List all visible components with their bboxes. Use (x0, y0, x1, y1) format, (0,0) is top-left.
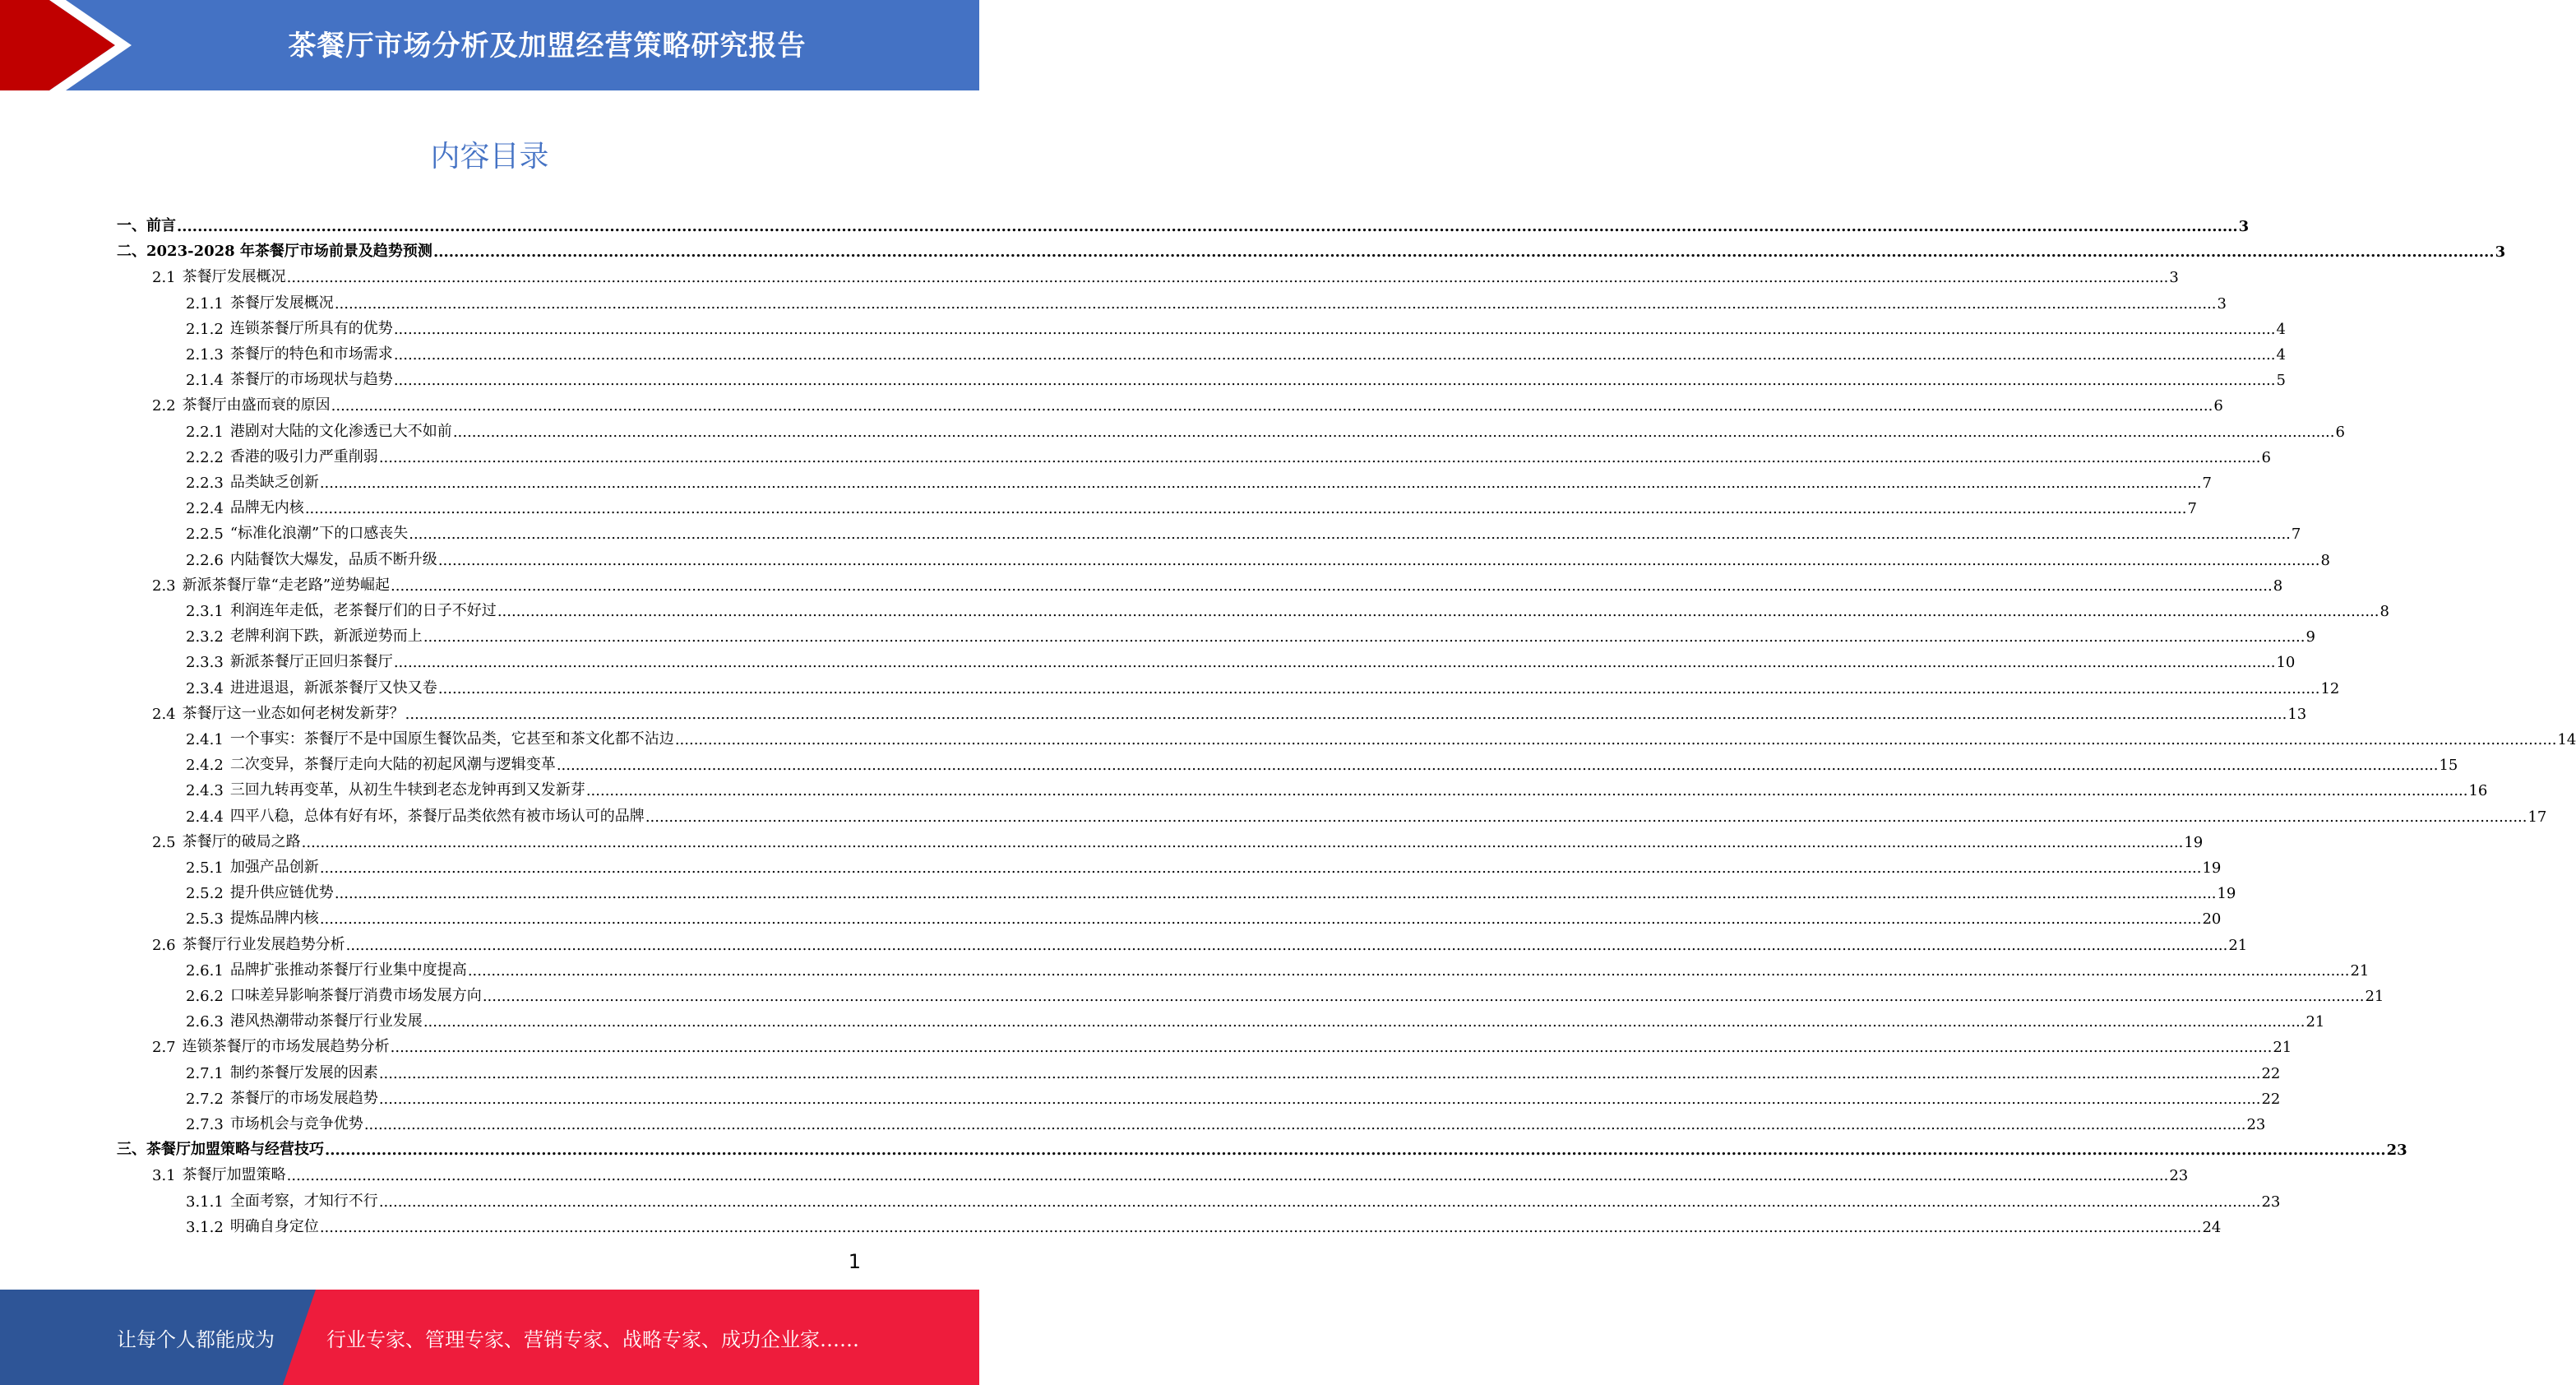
toc-leader-dots: ................................................................................................................................................................................................................................................................................................................................................................................................................ (331, 397, 2213, 415)
toc-entry-title: 茶餐厅的市场发展趋势 (229, 1089, 378, 1107)
toc-entry-page: 12 (2320, 679, 2340, 697)
toc-entry-title: 新派茶餐厅靠“走老路”逆势崛起 (182, 576, 391, 594)
toc-entry-page: 21 (2305, 1013, 2325, 1031)
toc-entry-title: 利润连年走低，老茶餐厅们的日子不好过 (229, 602, 497, 619)
toc-entry-number: 2.4.2 (186, 757, 224, 775)
toc-entry-title: 新派茶餐厅正回归茶餐厅 (229, 653, 393, 671)
toc-entry-number: 3.1 (152, 1167, 176, 1185)
toc-leader-dots: ................................................................................................................................................................................................................................................................................................................................................................................................................ (319, 859, 2202, 877)
toc-leader-dots: ................................................................................................................................................................................................................................................................................................................................................................................................................ (585, 782, 2468, 800)
toc-entry-number: 2.4 (152, 705, 176, 723)
toc-entry-page: 19 (2202, 859, 2222, 877)
toc-entry[interactable] (152, 569, 2283, 595)
toc-leader-dots: ................................................................................................................................................................................................................................................................................................................................................................................................................ (319, 910, 2202, 929)
toc-leader-dots: ................................................................................................................................................................................................................................................................................................................................................................................................................ (393, 346, 2276, 364)
toc-entry-page: 23 (2169, 1167, 2189, 1185)
toc-leader-dots: ................................................................................................................................................................................................................................................................................................................................................................................................................ (378, 1193, 2261, 1211)
toc-entry[interactable] (152, 929, 2248, 954)
toc-entry-number: 2.1.2 (186, 320, 224, 338)
toc-entry-title: 茶餐厅由盛而衰的原因 (182, 396, 331, 415)
toc-entry[interactable] (186, 646, 2296, 672)
toc-leader-dots: ................................................................................................................................................................................................................................................................................................................................................................................................................ (286, 269, 2169, 287)
toc-entry-page: 7 (2202, 475, 2212, 492)
toc-entry[interactable] (186, 313, 2286, 338)
toc-entry-title: 港剧对大陆的文化渗透已大不如前 (229, 422, 452, 440)
toc-entry-number: 二、 (117, 243, 146, 261)
toc-entry-title: 进进退退，新派茶餐厅又快又卷 (229, 679, 437, 697)
toc-entry-number: 2.2.6 (186, 551, 224, 569)
footer-slogan-right: 行业专家、管理专家、营销专家、战略专家、成功企业家…… (326, 1327, 859, 1351)
toc-entry-title: 品类缺乏创新 (229, 474, 319, 491)
toc-entry-number: 2.7 (152, 1039, 176, 1057)
toc-entry-page: 9 (2305, 628, 2315, 646)
toc-entry-number: 2.5.3 (186, 910, 224, 929)
toc-entry[interactable] (186, 1108, 2266, 1133)
toc-leader-dots: ................................................................................................................................................................................................................................................................................................................................................................................................................ (409, 526, 2291, 544)
toc-entry-page: 3 (2217, 294, 2227, 313)
toc-entry-page: 7 (2291, 526, 2301, 544)
toc-entry-title: 连锁茶餐厅所具有的优势 (229, 319, 393, 337)
toc-leader-dots: ................................................................................................................................................................................................................................................................................................................................................................................................................ (319, 475, 2202, 492)
toc-entry[interactable] (186, 877, 2236, 903)
toc-entry-title: 茶餐厅的特色和市场需求 (229, 345, 393, 363)
toc-entry-page: 19 (2217, 885, 2236, 903)
toc-entry-title: 提升供应链优势 (229, 884, 334, 902)
toc-entry[interactable] (186, 492, 2197, 518)
toc-leader-dots: ................................................................................................................................................................................................................................................................................................................................................................................................................ (556, 757, 2439, 775)
toc-entry[interactable] (152, 1159, 2189, 1185)
toc-entry[interactable] (186, 774, 2488, 800)
toc-entry[interactable] (186, 415, 2345, 441)
toc-entry[interactable] (186, 851, 2222, 877)
toc-entry[interactable] (186, 595, 2389, 620)
toc-entry-number: 2.4.3 (186, 782, 224, 800)
toc-entry-page: 20 (2202, 910, 2222, 929)
toc-entry-title: 制约茶餐厅发展的因素 (229, 1063, 378, 1082)
toc-entry-page: 7 (2187, 500, 2197, 518)
toc-entry-page: 4 (2276, 320, 2286, 338)
toc-entry[interactable] (186, 544, 2330, 569)
toc-entry-number: 2.3.1 (186, 603, 224, 620)
toc-entry-page: 8 (2320, 551, 2330, 569)
toc-entry[interactable] (186, 1057, 2281, 1082)
toc-entry-page: 5 (2276, 372, 2286, 390)
toc-leader-dots: ................................................................................................................................................................................................................................................................................................................................................................................................................ (497, 603, 2379, 620)
toc-entry-number: 2.2.2 (186, 448, 224, 466)
toc-leader-dots: ................................................................................................................................................................................................................................................................................................................................................................................................................ (393, 372, 2276, 390)
toc-entry-title: 加强产品创新 (229, 859, 319, 876)
toc-leader-dots: ................................................................................................................................................................................................................................................................................................................................................................................................................ (423, 628, 2305, 646)
toc-entry-page: 3 (2238, 218, 2250, 235)
toc-entry-number: 2.6.1 (186, 961, 224, 980)
arrow-chevron-icon (0, 0, 132, 90)
toc-entry-page: 4 (2276, 346, 2286, 364)
toc-entry-page: 21 (2350, 961, 2370, 980)
toc-entry-number: 2.2.5 (186, 526, 224, 544)
toc-entry-page: 22 (2261, 1090, 2281, 1108)
toc-entry[interactable] (117, 210, 2250, 235)
toc-entry[interactable] (152, 826, 2204, 851)
toc-leader-dots: ................................................................................................................................................................................................................................................................................................................................................................................................................ (645, 808, 2527, 826)
toc-entry-page: 6 (2213, 397, 2223, 415)
toc-entry-page: 14 (2557, 731, 2576, 748)
toc-entry[interactable] (152, 697, 2307, 723)
toc-entry-page: 3 (2169, 269, 2179, 287)
toc-entry-number: 2.4.4 (186, 808, 224, 826)
toc-entry[interactable] (186, 517, 2301, 544)
toc-entry-title: 老牌利润下跌，新派逆势而上 (229, 628, 423, 646)
toc-entry[interactable] (186, 902, 2222, 929)
toc-leader-dots: ................................................................................................................................................................................................................................................................................................................................................................................................................ (674, 731, 2557, 748)
toc-entry-number: 3.1.1 (186, 1193, 224, 1211)
toc-entry[interactable] (186, 748, 2458, 775)
toc-leader-dots: ................................................................................................................................................................................................................................................................................................................................................................................................................ (391, 577, 2273, 595)
toc-entry[interactable] (152, 1031, 2292, 1057)
toc-entry-title: 提炼品牌内核 (229, 910, 319, 928)
footer-banner (0, 1290, 979, 1385)
toc-leader-dots: ................................................................................................................................................................................................................................................................................................................................................................................................................ (437, 551, 2320, 569)
toc-entry-number: 2.1 (152, 269, 176, 287)
toc-leader-dots: ................................................................................................................................................................................................................................................................................................................................................................................................................ (378, 448, 2261, 466)
toc-entry[interactable] (186, 287, 2227, 313)
toc-leader-dots: ................................................................................................................................................................................................................................................................................................................................................................................................................ (393, 654, 2276, 672)
toc-entry-number: 2.1.1 (186, 294, 224, 313)
toc-entry-number: 2.5 (152, 833, 176, 851)
toc-leader-dots: ................................................................................................................................................................................................................................................................................................................................................................................................................ (467, 961, 2350, 980)
toc-entry-title: 茶餐厅行业发展趋势分析 (182, 935, 345, 953)
toc-entry-title: 四平八稳，总体有好有坏，茶餐厅品类依然有被市场认可的品牌 (229, 807, 645, 825)
toc-entry-title: 茶餐厅发展概况 (229, 294, 334, 312)
toc-entry[interactable] (186, 954, 2370, 980)
toc-entry-page: 23 (2261, 1193, 2281, 1211)
toc-entry[interactable] (186, 723, 2576, 748)
toc-entry-title: 连锁茶餐厅的市场发展趋势分析 (182, 1038, 390, 1056)
toc-entry-number: 三、 (117, 1141, 146, 1159)
toc-entry-title: 一个事实：茶餐厅不是中国原生餐饮品类，它甚至和茶文化都不沾边 (229, 730, 674, 748)
toc-leader-dots: ................................................................................................................................................................................................................................................................................................................................................................................................................ (390, 1039, 2273, 1057)
toc-entry-page: 22 (2261, 1064, 2281, 1082)
toc-entry-page: 13 (2287, 705, 2307, 723)
toc-entry[interactable] (186, 980, 2384, 1005)
toc-entry-title: 品牌无内核 (229, 499, 304, 517)
toc-entry-number: 2.1.3 (186, 346, 224, 364)
toc-entry-title: 茶餐厅发展概况 (182, 268, 286, 286)
toc-entry-number: 2.3 (152, 577, 176, 595)
toc-entry-number: 2.7.3 (186, 1116, 224, 1133)
toc-leader-dots: ................................................................................................................................................................................................................................................................................................................................................................................................................ (334, 885, 2217, 903)
toc-entry-page: 21 (2228, 936, 2248, 954)
toc-entry-title: 港风热潮带动茶餐厅行业发展 (229, 1012, 423, 1031)
toc-entry-number: 2.2.3 (186, 475, 224, 492)
toc-entry-number: 2.3.3 (186, 654, 224, 672)
footer-slogan-left: 让每个人都能成为 (117, 1327, 275, 1351)
toc-entry-page: 15 (2439, 757, 2458, 775)
page-number: 1 (848, 1250, 861, 1273)
toc-entry-title: 茶餐厅加盟策略 (182, 1166, 286, 1184)
toc-entry-page: 3 (2495, 243, 2506, 262)
toc-entry-number: 2.4.1 (186, 731, 224, 748)
toc-leader-dots: ................................................................................................................................................................................................................................................................................................................................................................................................................ (423, 1013, 2305, 1031)
toc-entry-number: 3.1.2 (186, 1218, 224, 1236)
toc-entry-page: 6 (2335, 423, 2345, 441)
toc-entry[interactable] (186, 800, 2547, 826)
toc-entry-page: 21 (2273, 1039, 2292, 1057)
toc-entry[interactable] (186, 1005, 2325, 1031)
toc-entry-title: 明确自身定位 (229, 1217, 319, 1235)
toc-leader-dots: ................................................................................................................................................................................................................................................................................................................................................................................................................ (345, 936, 2228, 954)
toc-leader-dots: ................................................................................................................................................................................................................................................................................................................................................................................................................ (482, 988, 2365, 1005)
toc-entry-title: 前言 (146, 217, 176, 234)
toc-entry-title: 茶餐厅加盟策略与经营技巧 (146, 1141, 324, 1159)
toc-entry-title: 2023-2028 年茶餐厅市场前景及趋势预测 (146, 243, 432, 261)
toc-entry-number: 2.6 (152, 936, 176, 954)
toc-entry[interactable] (186, 1211, 2222, 1236)
toc-leader-dots: ................................................................................................................................................................................................................................................................................................................................................................................................................ (286, 1167, 2169, 1185)
toc-entry[interactable] (152, 261, 2179, 287)
toc-heading: 内容目录 (430, 140, 549, 174)
toc-entry-title: 二次变异，茶餐厅走向大陆的初起风潮与逻辑变革 (229, 756, 556, 774)
toc-leader-dots: ................................................................................................................................................................................................................................................................................................................................................................................................................ (301, 833, 2184, 851)
toc-entry-number: 2.6.2 (186, 988, 224, 1005)
toc-entry-title: 市场机会与竞争优势 (229, 1115, 363, 1133)
toc-leader-dots: ................................................................................................................................................................................................................................................................................................................................................................................................................ (363, 1116, 2246, 1133)
toc-entry-number: 2.5.1 (186, 859, 224, 877)
toc-entry-page: 24 (2202, 1218, 2222, 1236)
toc-entry-page: 16 (2468, 782, 2488, 800)
toc-leader-dots: ................................................................................................................................................................................................................................................................................................................................................................................................................ (405, 705, 2287, 723)
toc-entry-page: 6 (2261, 448, 2271, 466)
toc-entry-page: 8 (2273, 577, 2283, 595)
toc-leader-dots: ................................................................................................................................................................................................................................................................................................................................................................................................................ (437, 679, 2320, 697)
toc-entry-number: 一、 (117, 217, 146, 234)
toc-entry-number: 2.2 (152, 397, 176, 415)
toc-leader-dots: ................................................................................................................................................................................................................................................................................................................................................................................................................ (378, 1064, 2261, 1082)
toc-entry-page: 17 (2527, 808, 2547, 826)
toc-entry-title: 茶餐厅的市场现状与趋势 (229, 371, 393, 389)
toc-entry[interactable] (186, 672, 2340, 697)
toc-entry-title: 茶餐厅这一业态如何老树发新芽？ (182, 704, 405, 722)
toc-entry-title: 内陆餐饮大爆发，品质不断升级 (229, 550, 437, 568)
toc-entry-page: 23 (2246, 1116, 2266, 1133)
toc-entry[interactable] (186, 1185, 2281, 1211)
toc-entry[interactable] (152, 389, 2223, 415)
report-title: 茶餐厅市场分析及加盟经营策略研究报告 (288, 29, 807, 63)
toc-leader-dots: ................................................................................................................................................................................................................................................................................................................................................................................................................ (452, 423, 2335, 441)
toc-entry-page: 23 (2386, 1142, 2407, 1160)
toc-entry-title: 三回九转再变革，从初生牛犊到老态龙钟再到又发新芽 (229, 781, 585, 799)
toc-entry-title: “标准化浪潮”下的口感丧失 (229, 525, 409, 543)
toc-entry-title: 香港的吸引力严重削弱 (229, 447, 378, 466)
toc-entry[interactable] (186, 1082, 2281, 1108)
toc-entry-number: 2.7.2 (186, 1090, 224, 1108)
toc-leader-dots: ................................................................................................................................................................................................................................................................................................................................................................................................................ (378, 1090, 2261, 1108)
toc-entry-title: 茶餐厅的破局之路 (182, 832, 301, 850)
toc-entry-number: 2.3.2 (186, 628, 224, 646)
toc-entry-page: 10 (2276, 654, 2296, 672)
toc-entry-number: 2.5.2 (186, 885, 224, 903)
header-banner (0, 0, 979, 90)
toc-entry-number: 2.6.3 (186, 1013, 224, 1031)
toc-entry-title: 口味差异影响茶餐厅消费市场发展方向 (229, 987, 482, 1004)
toc-leader-dots: ................................................................................................................................................................................................................................................................................................................................................................................................................ (177, 218, 2238, 235)
toc-entry-title: 全面考察，才知行不行 (229, 1192, 378, 1210)
toc-entry-number: 2.1.4 (186, 372, 224, 390)
toc-entry[interactable] (186, 466, 2212, 492)
toc-leader-dots: ................................................................................................................................................................................................................................................................................................................................................................................................................ (304, 500, 2187, 518)
toc-entry-number: 2.2.1 (186, 423, 224, 441)
toc-entry[interactable] (186, 364, 2286, 390)
toc-entry[interactable] (117, 1133, 2407, 1160)
toc-leader-dots: ................................................................................................................................................................................................................................................................................................................................................................................................................ (319, 1218, 2202, 1236)
toc-leader-dots: ................................................................................................................................................................................................................................................................................................................................................................................................................ (393, 320, 2276, 338)
toc-entry-page: 8 (2379, 603, 2389, 620)
toc-entry-number: 2.2.4 (186, 500, 224, 518)
toc-leader-dots: ................................................................................................................................................................................................................................................................................................................................................................................................................ (325, 1142, 2386, 1160)
toc-entry-page: 19 (2184, 833, 2204, 851)
toc-entry-number: 2.7.1 (186, 1064, 224, 1082)
toc-entry[interactable] (186, 441, 2271, 466)
toc-entry[interactable] (186, 338, 2286, 364)
toc-entry[interactable] (186, 620, 2315, 646)
toc-leader-dots: ................................................................................................................................................................................................................................................................................................................................................................................................................ (432, 243, 2495, 262)
toc-entry-title: 品牌扩张推动茶餐厅行业集中度提高 (229, 961, 467, 979)
toc-entry-page: 21 (2365, 988, 2384, 1005)
toc-entry-number: 2.3.4 (186, 679, 224, 697)
toc-entry[interactable] (117, 235, 2506, 262)
toc-leader-dots: ................................................................................................................................................................................................................................................................................................................................................................................................................ (334, 294, 2217, 313)
